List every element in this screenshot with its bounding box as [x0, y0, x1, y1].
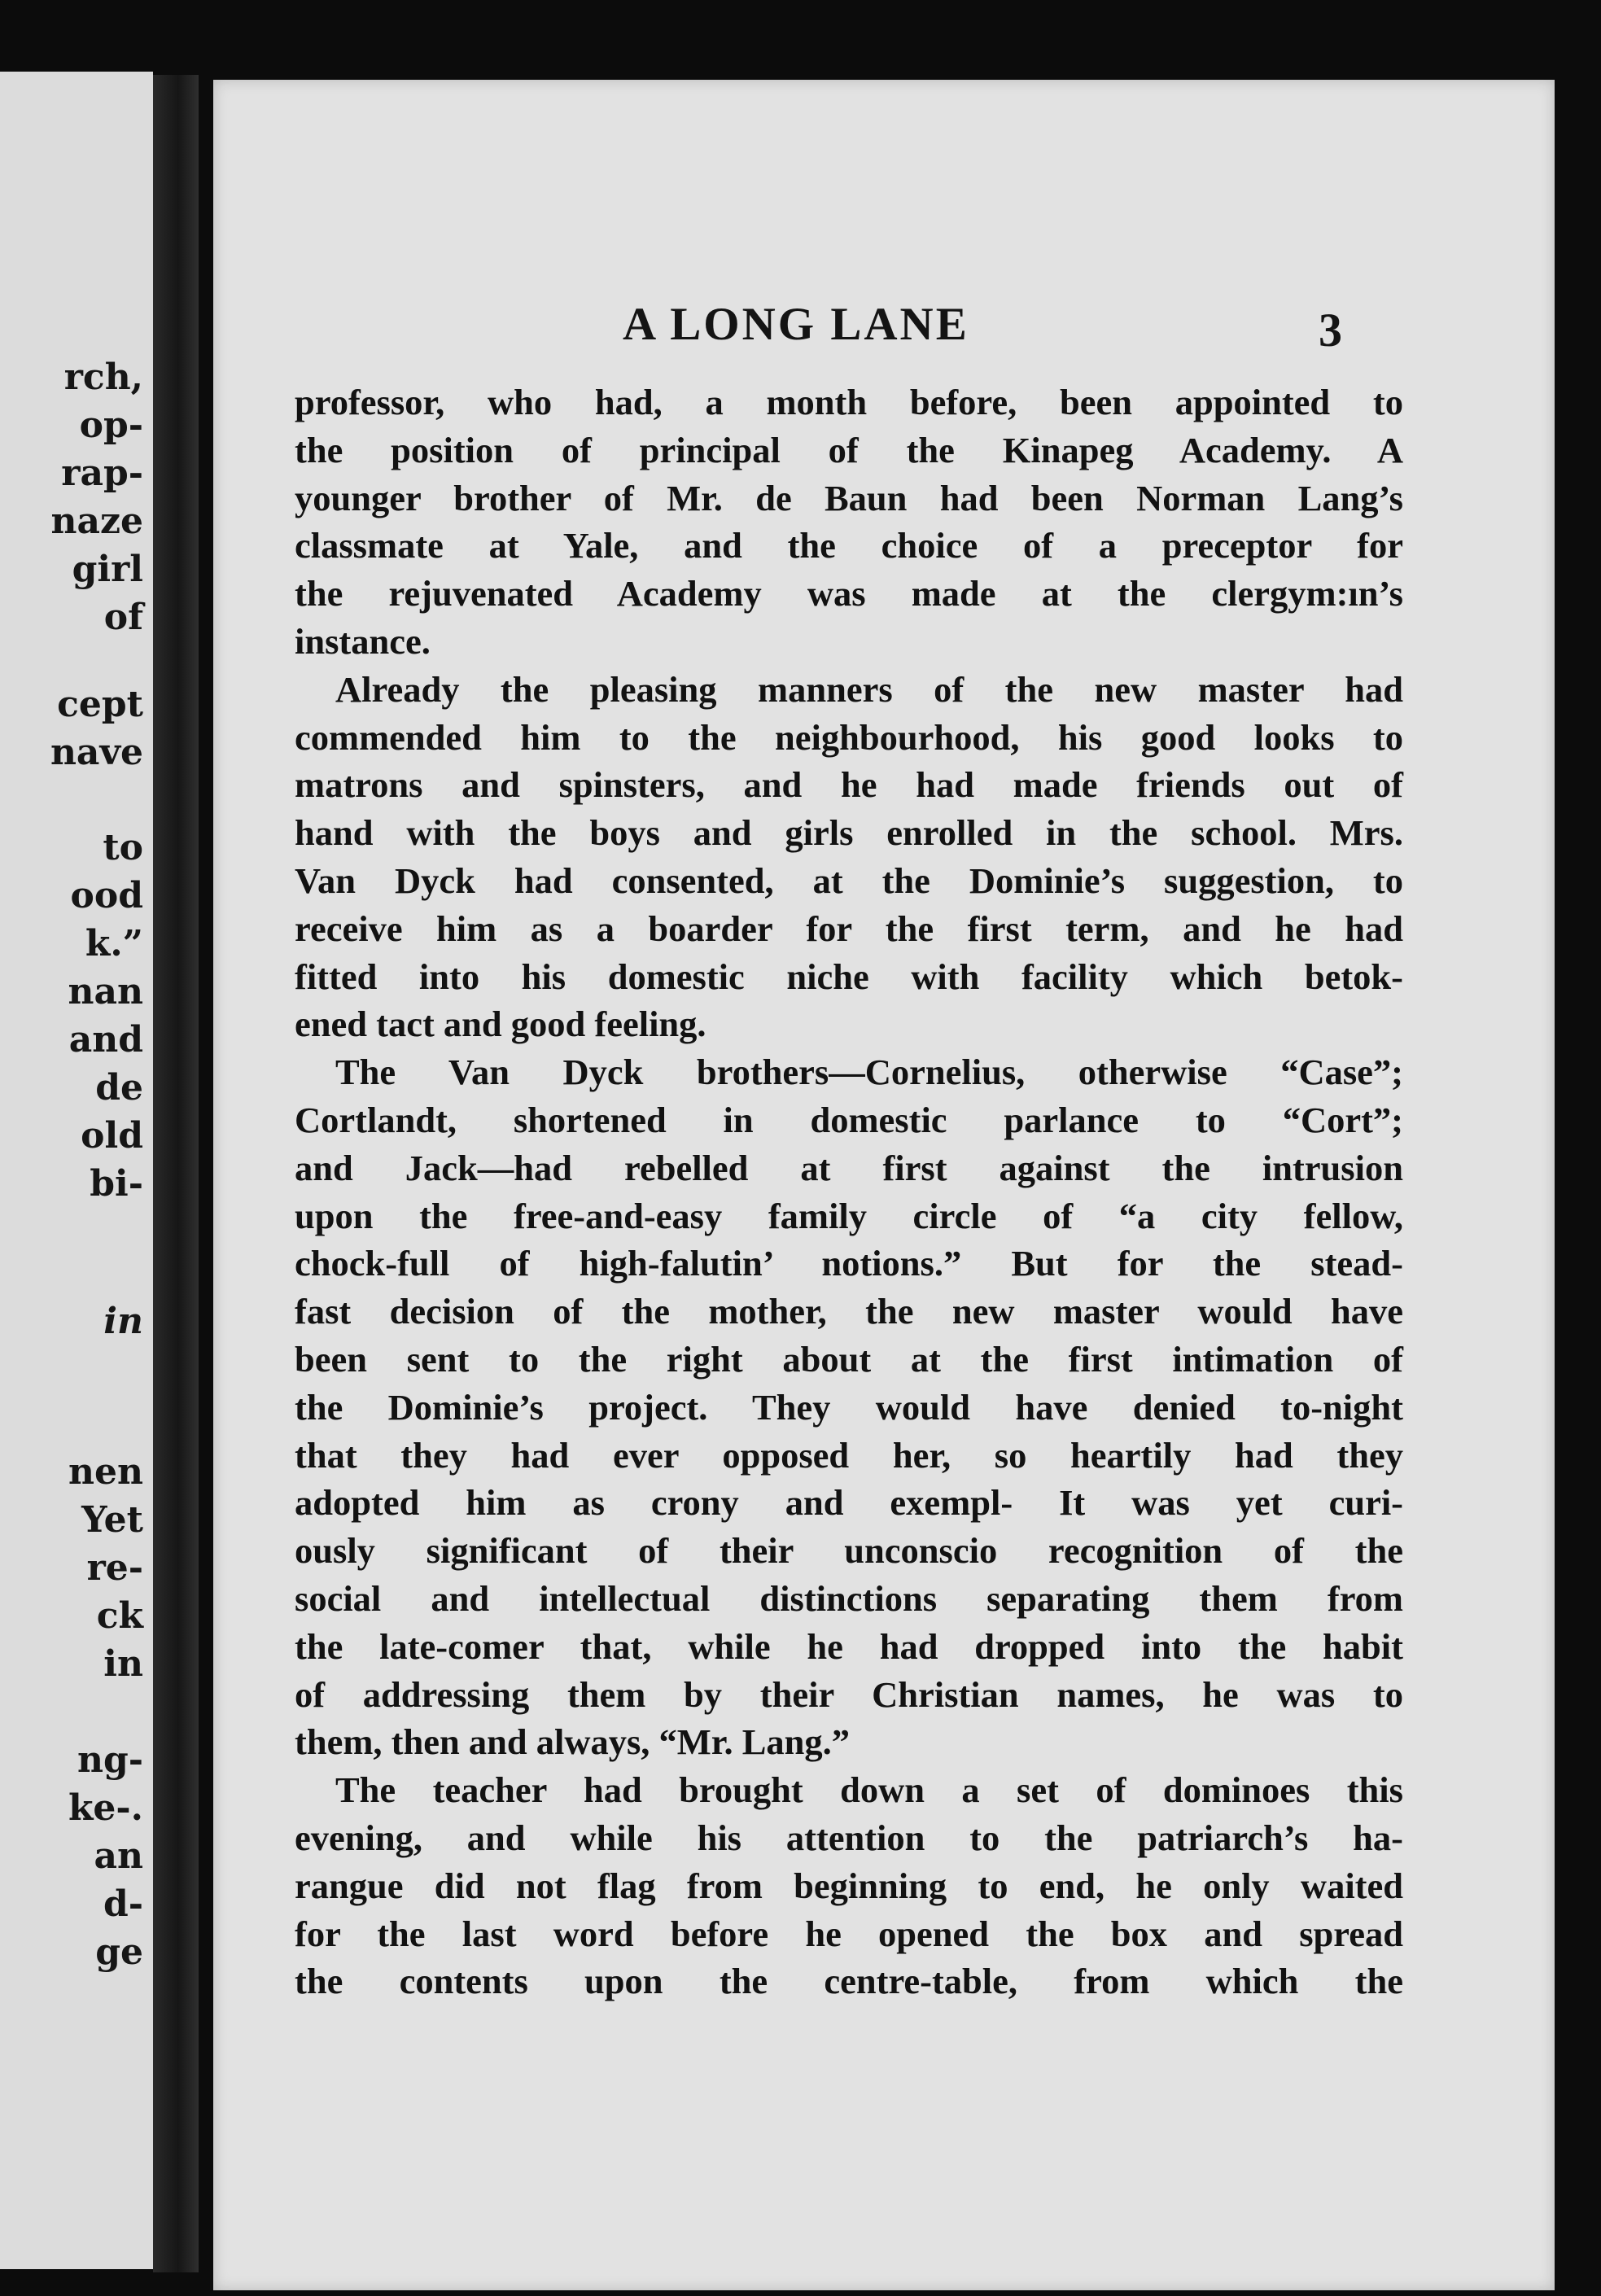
text-line: The teacher had brought down a set of dominoes this	[335, 1769, 1403, 1811]
text-line: younger brother of Mr. de Baun had been Norman Lang’s	[295, 477, 1403, 518]
left-fragment: op-	[79, 405, 143, 446]
text-line: commended him to the neighbourhood, his good looks to	[295, 716, 1403, 758]
text-line: fast decision of the mother, the new master would have	[295, 1291, 1403, 1332]
left-fragment: ge	[95, 1931, 143, 1973]
text-line: for the last word before he opened the box and spread	[295, 1913, 1403, 1954]
left-fragment: k.”	[85, 923, 143, 964]
text-line: instance.	[295, 620, 431, 662]
left-fragment: ng-	[77, 1739, 143, 1781]
text-line: Already the pleasing manners of the new master had	[335, 668, 1403, 710]
text-line: upon the free-and-easy family circle of “a city fellow,	[295, 1195, 1403, 1236]
left-fragment: nan	[68, 971, 143, 1012]
left-fragment: re-	[86, 1547, 143, 1589]
left-fragment: ke-.	[68, 1787, 143, 1829]
text-line: Van Dyck had consented, at the Dominie’s suggestion, to	[295, 859, 1403, 901]
left-fragment: in	[103, 1643, 143, 1685]
text-line: the Dominie’s project. They would have denied to-night	[295, 1386, 1403, 1428]
text-line: the position of principal of the Kinapeg Academy. A	[295, 429, 1403, 470]
body-text	[295, 378, 1403, 2005]
book-page	[213, 80, 1555, 2290]
text-line: the late-comer that, while he had dropped into the habit	[295, 1625, 1403, 1667]
left-fragment: of	[103, 597, 143, 638]
text-line: been sent to the right about at the first intimation of	[295, 1338, 1403, 1380]
left-fragment: to	[103, 827, 143, 868]
text-line: hand with the boys and girls enrolled in the school. Mrs.	[295, 812, 1403, 854]
text-line: the contents upon the centre-table, from which the	[295, 1961, 1403, 2002]
running-head	[213, 298, 1555, 363]
text-line: The Van Dyck brothers—Cornelius, otherwise “Case”;	[335, 1052, 1403, 1093]
text-line: of addressing them by their Christian names, he was to	[295, 1673, 1403, 1715]
text-line: chock-full of high-falutin’ notions.” But for the stead-	[295, 1243, 1403, 1284]
text-line: evening, and while his attention to the patriarch’s ha-	[295, 1817, 1403, 1858]
text-line: adopted him as crony and exempl- It was yet curi-	[295, 1482, 1403, 1524]
left-fragment: nen	[68, 1451, 143, 1493]
left-fragment: d-	[103, 1883, 143, 1925]
text-line: them, then and always, “Mr. Lang.”	[295, 1721, 850, 1763]
text-line: and Jack—had rebelled at first against the intrusion	[295, 1147, 1403, 1188]
left-fragment: nave	[50, 732, 143, 773]
text-line: Cortlandt, shortened in domestic parlance to “Cort”;	[295, 1099, 1403, 1140]
book-gutter	[153, 75, 199, 2272]
text-line: ened tact and good feeling.	[295, 1004, 706, 1045]
left-fragment: in	[103, 1301, 143, 1342]
left-fragment: an	[94, 1835, 143, 1877]
text-line: that they had ever opposed her, so heartily had they	[295, 1434, 1403, 1476]
running-title: A LONG LANE	[623, 299, 969, 350]
left-fragment: Yet	[81, 1499, 143, 1541]
left-fragment: girl	[72, 549, 143, 590]
page-number: 3	[1319, 304, 1342, 356]
text-line: receive him as a boarder for the first term, and he had	[295, 907, 1403, 949]
left-fragment: ood	[70, 875, 143, 916]
text-line: ously significant of their unconscio recognition of the	[295, 1530, 1403, 1572]
left-fragment: and	[68, 1019, 143, 1061]
left-fragment: bi-	[90, 1163, 143, 1205]
text-line: social and intellectual distinctions separating them from	[295, 1577, 1403, 1619]
left-fragment: ck	[96, 1595, 143, 1637]
text-line: matrons and spinsters, and he had made friends out of	[295, 764, 1403, 806]
text-line: professor, who had, a month before, been appointed to	[295, 382, 1403, 422]
left-fragment: naze	[50, 501, 143, 542]
text-line: rangue did not flag from beginning to end, he only waited	[295, 1865, 1403, 1906]
text-line: classmate at Yale, and the choice of a preceptor for	[295, 525, 1403, 566]
left-fragment: rch,	[63, 356, 143, 398]
left-fragment: old	[81, 1115, 143, 1157]
text-line: the rejuvenated Academy was made at the clergym:ın’s	[295, 573, 1403, 614]
text-line: fitted into his domestic niche with facility which betok-	[295, 956, 1403, 997]
left-fragment: de	[95, 1067, 143, 1109]
previous-page-edge	[0, 72, 153, 2269]
left-fragment: cept	[57, 684, 143, 725]
left-fragment: rap-	[61, 453, 143, 494]
